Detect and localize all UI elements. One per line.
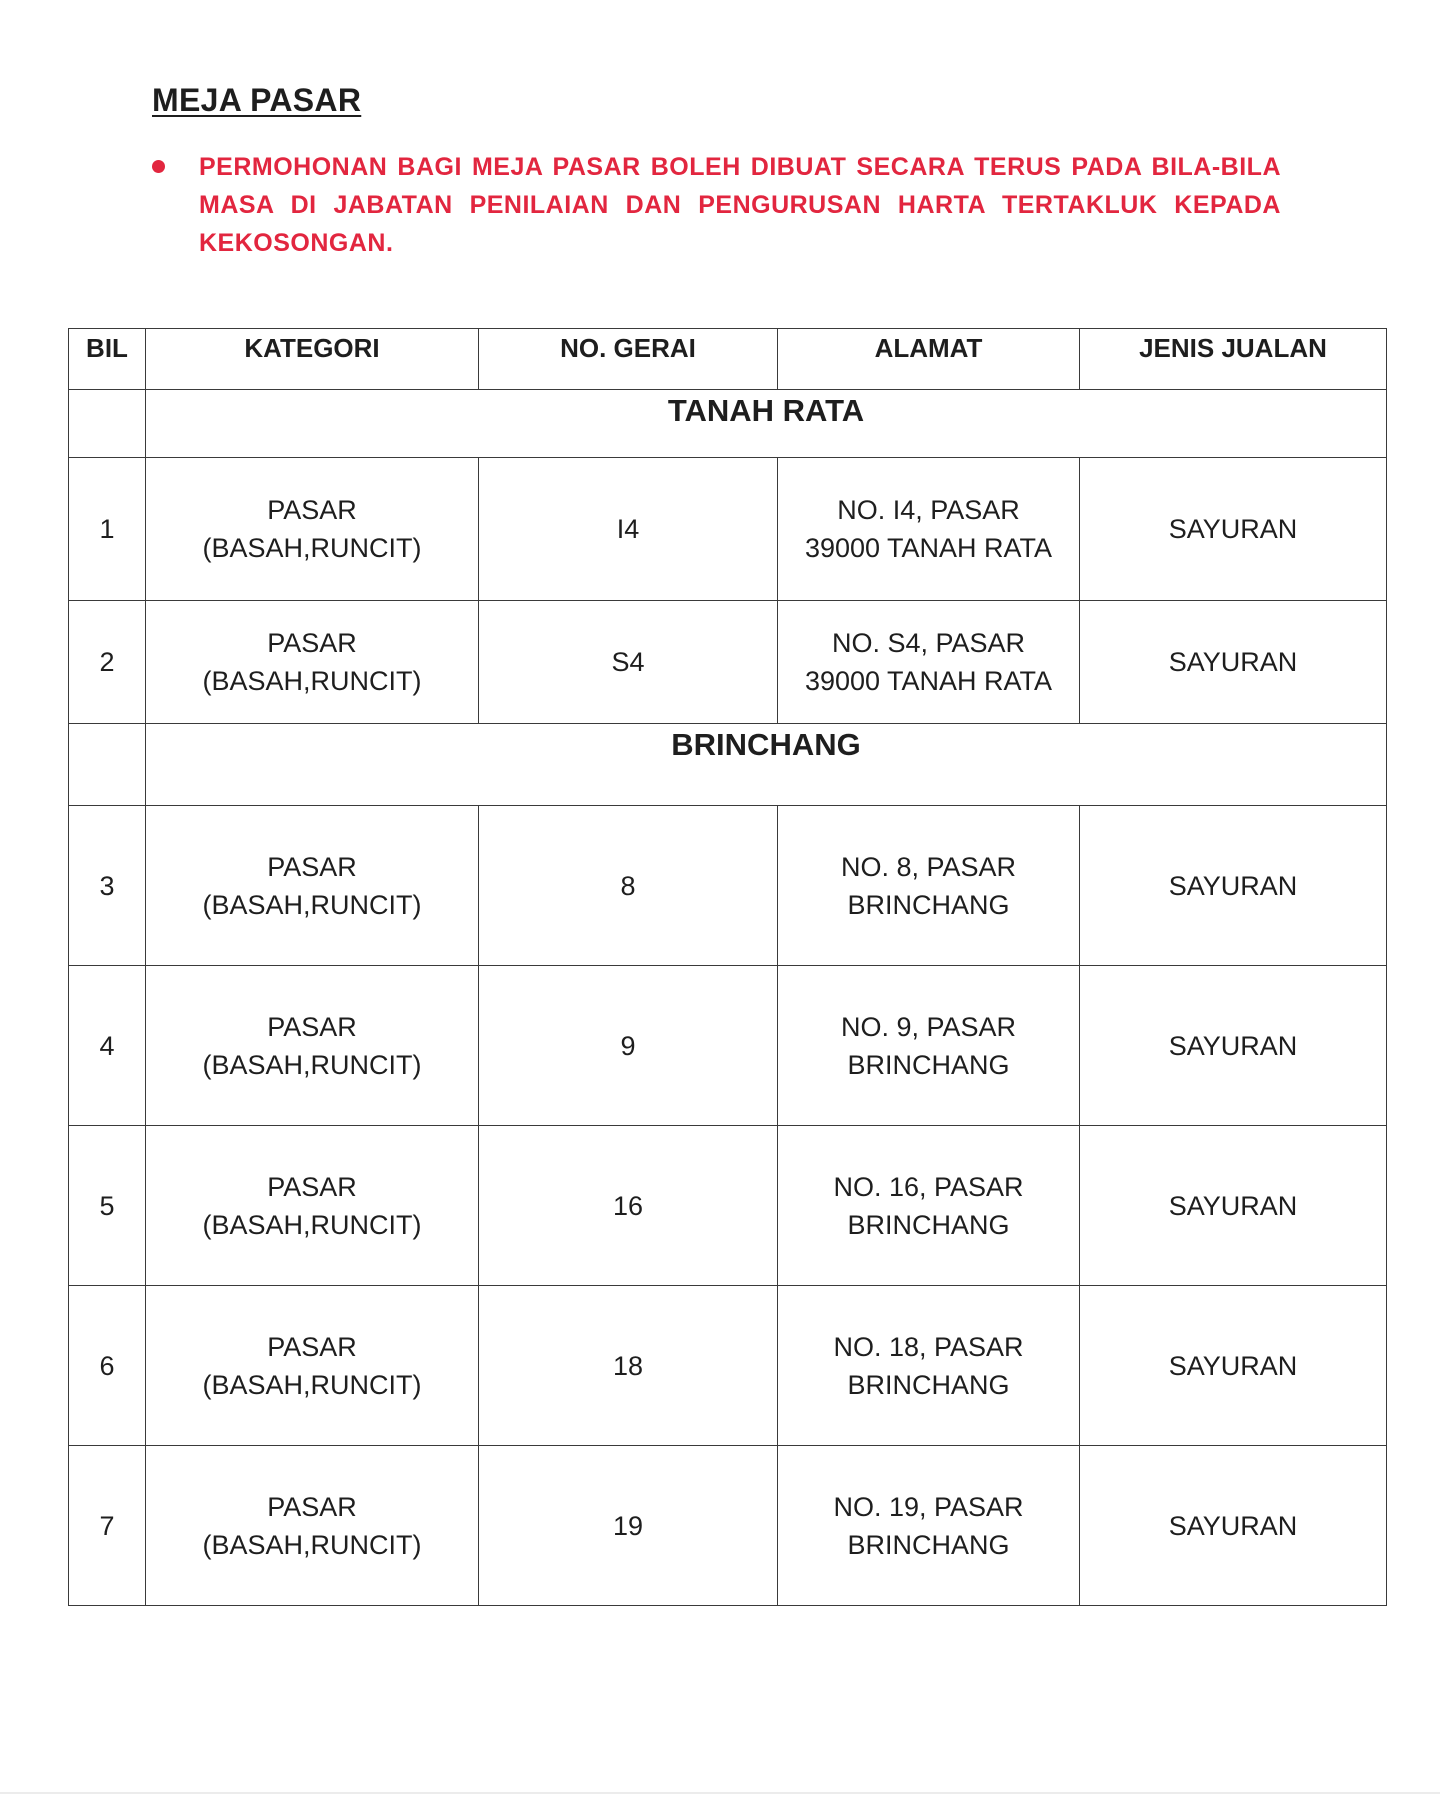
cell-no-gerai: 16 xyxy=(479,1126,778,1286)
page-bottom-edge xyxy=(0,1792,1440,1794)
cell-bil: 6 xyxy=(69,1286,146,1446)
kategori-line-2: (BASAH,RUNCIT) xyxy=(202,1209,422,1240)
table-row xyxy=(69,601,1387,724)
section-spacer xyxy=(69,724,146,806)
alamat-line-2: BRINCHANG xyxy=(847,1049,1010,1080)
cell-jenis-jualan: SAYURAN xyxy=(1080,601,1387,724)
cell-no-gerai: 8 xyxy=(479,806,778,966)
table-row xyxy=(69,1286,1387,1446)
table-row xyxy=(69,806,1387,966)
cell-kategori xyxy=(146,1126,479,1286)
stall-table xyxy=(68,328,1387,1606)
alamat-line-2: BRINCHANG xyxy=(847,1369,1010,1400)
alamat-line-1: NO. I4, PASAR xyxy=(837,495,1020,525)
table-row xyxy=(69,1126,1387,1286)
alamat-line-2: 39000 TANAH RATA xyxy=(804,666,1053,696)
cell-alamat xyxy=(778,806,1080,966)
alamat-line-1: NO. 16, PASAR xyxy=(833,1171,1024,1202)
section-title: BRINCHANG xyxy=(146,724,1387,806)
cell-alamat xyxy=(778,966,1080,1126)
section-spacer xyxy=(69,390,146,458)
cell-kategori xyxy=(146,458,479,601)
kategori-line-2: (BASAH,RUNCIT) xyxy=(202,889,422,920)
kategori-line-1: PASAR xyxy=(267,1171,357,1202)
cell-no-gerai: I4 xyxy=(479,458,778,601)
page-title: MEJA PASAR xyxy=(152,82,362,118)
section-title: TANAH RATA xyxy=(146,390,1387,458)
alamat-line-2: 39000 TANAH RATA xyxy=(804,533,1053,563)
cell-bil: 2 xyxy=(69,601,146,724)
table-row xyxy=(69,1446,1387,1606)
alamat-line-1: NO. 18, PASAR xyxy=(833,1331,1024,1362)
cell-jenis-jualan: SAYURAN xyxy=(1080,458,1387,601)
kategori-line-1: PASAR xyxy=(267,1011,357,1042)
cell-no-gerai: 19 xyxy=(479,1446,778,1606)
kategori-line-1: PASAR xyxy=(267,1491,357,1522)
alamat-line-2: BRINCHANG xyxy=(847,1529,1010,1560)
notice xyxy=(152,148,1282,262)
cell-bil: 1 xyxy=(69,458,146,601)
cell-kategori xyxy=(146,601,479,724)
cell-kategori xyxy=(146,966,479,1126)
kategori-line-1: PASAR xyxy=(267,851,357,882)
cell-jenis-jualan: SAYURAN xyxy=(1080,1126,1387,1286)
cell-jenis-jualan: SAYURAN xyxy=(1080,1446,1387,1606)
cell-kategori xyxy=(146,1446,479,1606)
table-row xyxy=(69,458,1387,601)
alamat-line-1: NO. 19, PASAR xyxy=(833,1491,1024,1522)
cell-kategori xyxy=(146,806,479,966)
section-row-brinchang xyxy=(69,724,1387,806)
cell-bil: 7 xyxy=(69,1446,146,1606)
header-alamat: ALAMAT xyxy=(778,329,1080,390)
kategori-line-1: PASAR xyxy=(267,628,357,658)
kategori-line-1: PASAR xyxy=(267,495,357,525)
alamat-line-1: NO. 8, PASAR xyxy=(840,851,1017,882)
kategori-line-2: (BASAH,RUNCIT) xyxy=(202,1049,422,1080)
cell-jenis-jualan: SAYURAN xyxy=(1080,806,1387,966)
section-row-tanah-rata xyxy=(69,390,1387,458)
cell-alamat xyxy=(778,1126,1080,1286)
cell-jenis-jualan: SAYURAN xyxy=(1080,966,1387,1126)
cell-bil: 3 xyxy=(69,806,146,966)
kategori-line-2: (BASAH,RUNCIT) xyxy=(202,533,422,563)
cell-alamat xyxy=(778,601,1080,724)
cell-bil: 4 xyxy=(69,966,146,1126)
cell-alamat xyxy=(778,458,1080,601)
cell-alamat xyxy=(778,1446,1080,1606)
kategori-line-2: (BASAH,RUNCIT) xyxy=(202,1369,422,1400)
header-bil: BIL xyxy=(69,329,146,390)
cell-kategori xyxy=(146,1286,479,1446)
cell-alamat xyxy=(778,1286,1080,1446)
header-no-gerai: NO. GERAI xyxy=(479,329,778,390)
cell-no-gerai: 18 xyxy=(479,1286,778,1446)
header-jenis-jualan: JENIS JUALAN xyxy=(1080,329,1387,390)
bullet-icon xyxy=(152,160,165,173)
cell-jenis-jualan: SAYURAN xyxy=(1080,1286,1387,1446)
alamat-line-2: BRINCHANG xyxy=(847,889,1010,920)
cell-no-gerai: 9 xyxy=(479,966,778,1126)
alamat-line-1: NO. S4, PASAR xyxy=(831,628,1026,658)
cell-bil: 5 xyxy=(69,1126,146,1286)
header-kategori: KATEGORI xyxy=(146,329,479,390)
cell-no-gerai: S4 xyxy=(479,601,778,724)
alamat-line-2: BRINCHANG xyxy=(847,1209,1010,1240)
kategori-line-1: PASAR xyxy=(267,1331,357,1362)
alamat-line-1: NO. 9, PASAR xyxy=(840,1011,1017,1042)
table-header-row xyxy=(69,329,1387,390)
kategori-line-2: (BASAH,RUNCIT) xyxy=(202,666,422,696)
notice-text: PERMOHONAN BAGI MEJA PASAR BOLEH DIBUAT SECARA TERUS PADA BILA-BILA MASA DI JABATAN PENILAIAN DAN PENGURUSAN HARTA TERTAKLUK KEPADA KEKOSONGAN. xyxy=(199,153,1281,257)
table-row xyxy=(69,966,1387,1126)
kategori-line-2: (BASAH,RUNCIT) xyxy=(202,1529,422,1560)
